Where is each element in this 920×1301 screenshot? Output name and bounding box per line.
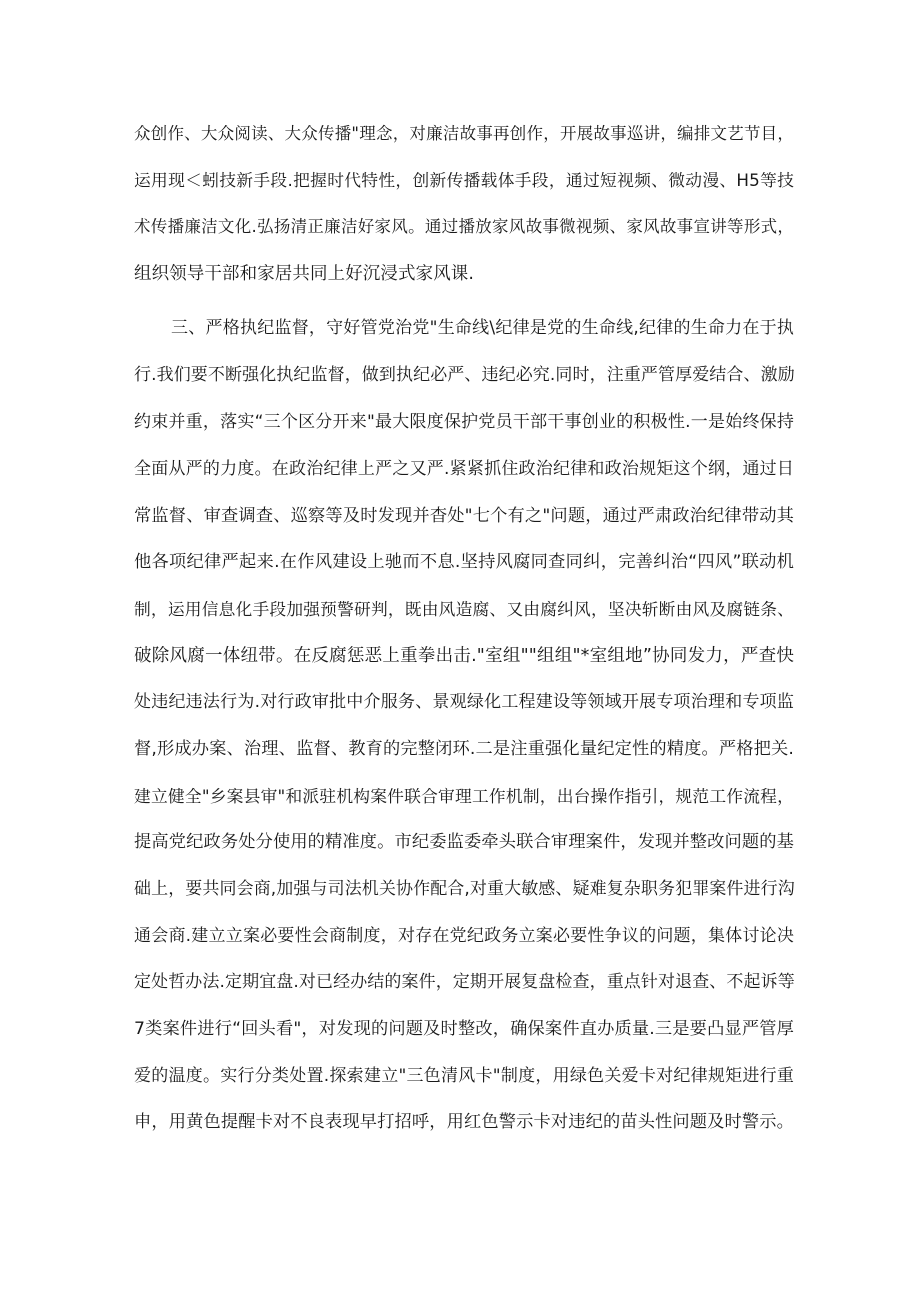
- text-line: 通会商.建立立案必要性会商制度，对存在党纪政务立案必要性争议的问题，集体讨论决: [134, 926, 794, 946]
- text-line: 建立健全"乡案县审"和派驻机构案件联合审理工作机制，出台操作指引，规范工作流程，: [134, 786, 794, 806]
- text-line: 处违纪违法行为.对行政审批中介服务、景观绿化工程建设等领域开展专项治理和专项监: [134, 692, 794, 712]
- text-line: 约束并重，落实“三个区分开来"最大限度保护党员干部干事创业的积极性.一是始终保持: [134, 412, 794, 432]
- section-heading-line: 三、严格执纪监督，守好管党治党"生命线\纪律是党的生命线,纪律的生命力在于执: [171, 318, 794, 338]
- text-line: 术传播廉洁文化.弘扬清正廉洁好家风。通过播放家风故事微视频、家风故事宣讲等形式，: [134, 217, 794, 236]
- text-line: 组织领导干部和家居共同上好沉浸式家风课.: [134, 264, 475, 284]
- text-line: 制，运用信息化手段加强预警研判，既由风造腐、又由腐纠风，坚决斩断由风及腐链条、: [134, 599, 794, 619]
- text-line: 运用现＜蚓技新手段.把握时代特性，创新传播载体手段，通过短视频、微动漫、H5等技: [134, 170, 794, 190]
- text-line: 7类案件进行“回头看"，对发现的问题及时整改，确保案件直办质量.三是要凸显严管厚: [134, 1019, 794, 1039]
- text-line: 众创作、大众阅读、大众传播"理念，对廉洁故事再创作，开展故事巡讲，编排文艺节目，: [134, 124, 794, 143]
- text-line: 常监督、审查调查、巡察等及时发现并杳处"七个有之"问题，通过严肃政治纪律带动其: [134, 506, 794, 526]
- text-line: 提高党纪政务处分使用的精准度。市纪委监委牵头联合审理案件，发现并整改问题的基: [134, 832, 794, 852]
- text-line: 督,形成办案、治理、监督、教育的完整闭环.二是注重强化量纪定性的精度。严格把关.: [134, 739, 794, 759]
- text-line: 爱的温度。实行分类处置.探索建立"三色清风卡"制度，用绿色关爱卡对纪律规矩进行重: [134, 1066, 794, 1086]
- text-line: 破除风腐一体纽带。在反腐惩恶上重拳出击."室组""组组"*室组地”协同发力，严查快: [134, 646, 794, 666]
- text-line: 行.我们要不断强化执纪监督，做到执纪必严、违纪必究.同时，注重严管厚爱结合、激励: [134, 365, 795, 385]
- text-line: 申，用黄色提醒卡对不良表现早打招呼，用红色警示卡对违纪的苗头性问题及时警示。: [134, 1112, 794, 1132]
- text-line: 定处哲办法.定期宜盘.对已经办结的案件，定期开展复盘检查，重点针对退查、不起诉等: [134, 972, 795, 992]
- text-line: 全面从严的力度。在政治纪律上严之又严.紧紧抓住政治纪律和政治规矩这个纲，通过日: [134, 459, 794, 479]
- text-line: 他各项纪律严起来.在作风建设上驰而不息.坚持风腐同查同纠，完善纠治“四风”联动机: [134, 552, 794, 572]
- text-line: 础上，要共同会商,加强与司法机关协作配合,对重大敏感、疑难复杂职务犯罪案件进行沟: [134, 879, 795, 899]
